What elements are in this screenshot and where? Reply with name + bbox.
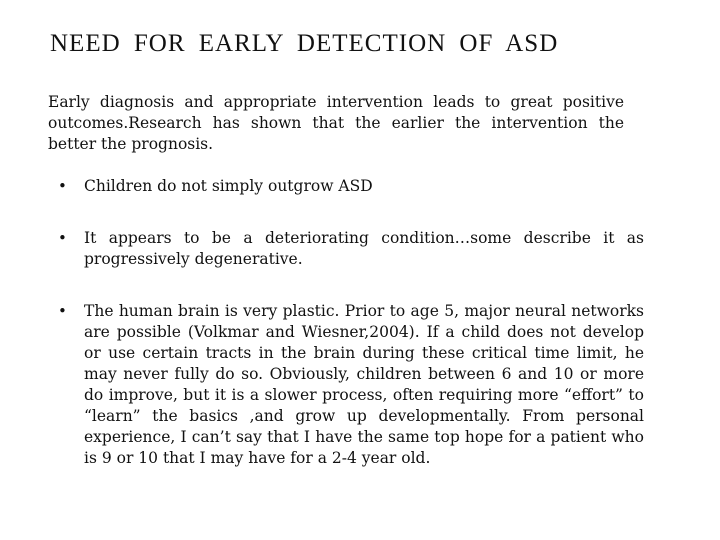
bullet-icon: • <box>58 302 67 320</box>
bullet-item <box>58 301 644 469</box>
bullet-item <box>58 176 644 197</box>
intro-paragraph: Early diagnosis and appropriate intervention leads to great positive outcomes.Research has shown that the earlier the intervention the better the prognosis. <box>48 93 624 153</box>
bullet-icon: • <box>58 177 67 195</box>
bullet-item <box>58 228 644 270</box>
bullet-text: It appears to be a deteriorating condition…some describe it as progressively degenerative. <box>84 229 644 268</box>
bullet-icon: • <box>58 229 67 247</box>
bullet-list <box>58 176 644 469</box>
slide-title: NEED FOR EARLY DETECTION OF ASD <box>50 30 559 57</box>
bullet-text: Children do not simply outgrow ASD <box>84 177 373 195</box>
bullet-text: The human brain is very plastic. Prior to age 5, major neural networks are possible (Volkmar and Wiesner,2004). If a child does not develop or use certain tracts in the brain during these critical time limit, he may never fully do so. Obviously, children between 6 and 10 or more do improve, but it is a slower process, often requiring more “effort” to “learn” the basics ,and grow up developmentally. From personal experience, I can’t say that I have the same top hope for a patient who is 9 or 10 that I may have for a 2-4 year old. <box>84 302 644 467</box>
